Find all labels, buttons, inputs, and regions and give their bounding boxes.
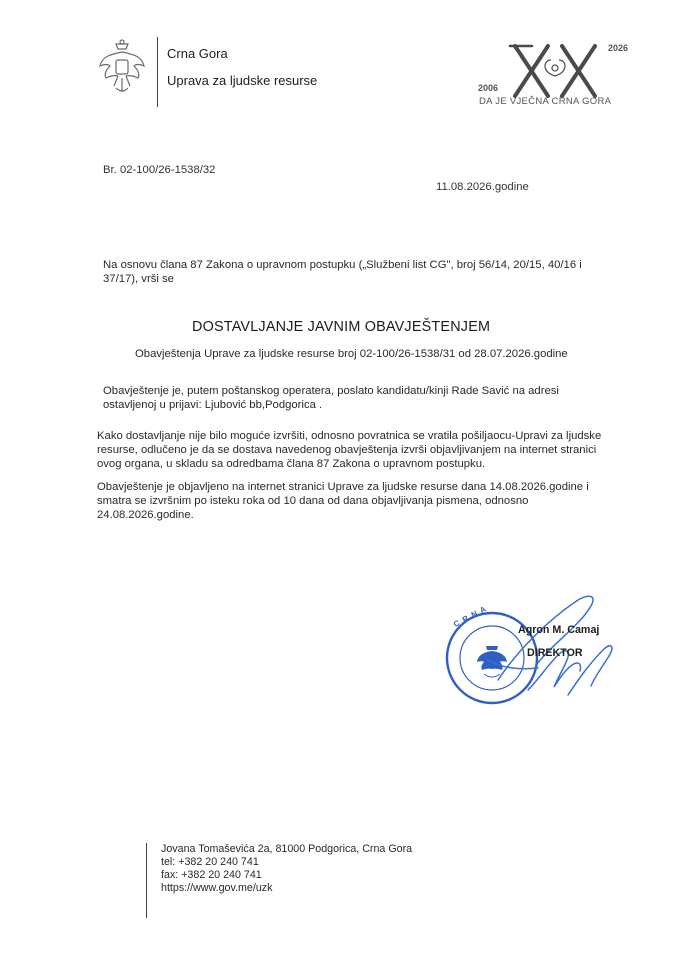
reference-number: Br. 02-100/26-1538/32 xyxy=(103,164,216,176)
paragraph-1-line-2: ostavljenoj u prijavi: Ljubović bb,Podgorica . xyxy=(103,399,323,411)
jubilee-year-start: 2006 xyxy=(478,83,499,93)
footer-fax: fax: +382 20 240 741 xyxy=(161,869,262,881)
intro-line-2: 37/17), vrši se xyxy=(103,273,174,285)
footer-web[interactable]: https://www.gov.me/uzk xyxy=(161,882,273,894)
footer-address: Jovana Tomaševića 2a, 81000 Podgorica, Crna Gora xyxy=(161,843,413,855)
document-subtitle: Obavještenja Uprave za ljudske resurse broj 02-100/26-1538/31 od 28.07.2026.godine xyxy=(135,348,568,360)
jubilee-motto: DA JE VJEČNA CRNA GORA xyxy=(479,96,612,107)
paragraph-3-line-1: Obavještenje je objavljeno na internet stranici Uprave za ljudske resurse dana 14.08.2026.godine i xyxy=(97,481,589,493)
paragraph-3-line-2: smatra se izvršnim po isteku roka od 10 dana od dana objavljivanja pismena, odnosno xyxy=(97,495,529,507)
jubilee-year-end: 2026 xyxy=(608,43,629,53)
paragraph-2-line-2: resurse, odlučeno je da se dostava navedenog obavještenja izvrši objavljivanjem na internet stranici xyxy=(97,444,597,456)
paragraph-2-line-1: Kako dostavljanje nije bilo moguće izvršiti, odnosno povratnica se vratila pošiljaocu-Upravi za ljudske xyxy=(97,430,602,442)
header-institution: Uprava za ljudske resurse xyxy=(167,73,318,88)
paragraph-3-line-3: 24.08.2026.godine. xyxy=(97,509,194,521)
footer-tel: tel: +382 20 240 741 xyxy=(161,856,259,868)
official-stamp: C R N A xyxy=(432,608,552,708)
signatory-name: Agron M. Camaj xyxy=(518,624,600,636)
paragraph-1-line-1: Obavještenje je, putem poštanskog operatera, poslato kandidatu/kinji Rade Savić na adresi xyxy=(103,385,559,397)
intro-line-1: Na osnovu člana 87 Zakona o upravnom postupku („Službeni list CG", broj 56/14, 20/15, 40/16 i xyxy=(103,259,582,271)
document-date: 11.08.2026.godine xyxy=(436,181,529,193)
header-country: Crna Gora xyxy=(167,46,228,61)
document-title: DOSTAVLJANJE JAVNIM OBAVJEŠTENJEM xyxy=(192,319,491,335)
signatory-role: DIREKTOR xyxy=(527,647,583,659)
footer-separator xyxy=(146,843,147,918)
paragraph-2-line-3: ovog organa, u skladu sa odredbama člana 87 Zakona o upravnom postupku. xyxy=(97,458,486,470)
header-separator xyxy=(157,37,158,107)
coat-of-arms-icon xyxy=(96,38,148,98)
